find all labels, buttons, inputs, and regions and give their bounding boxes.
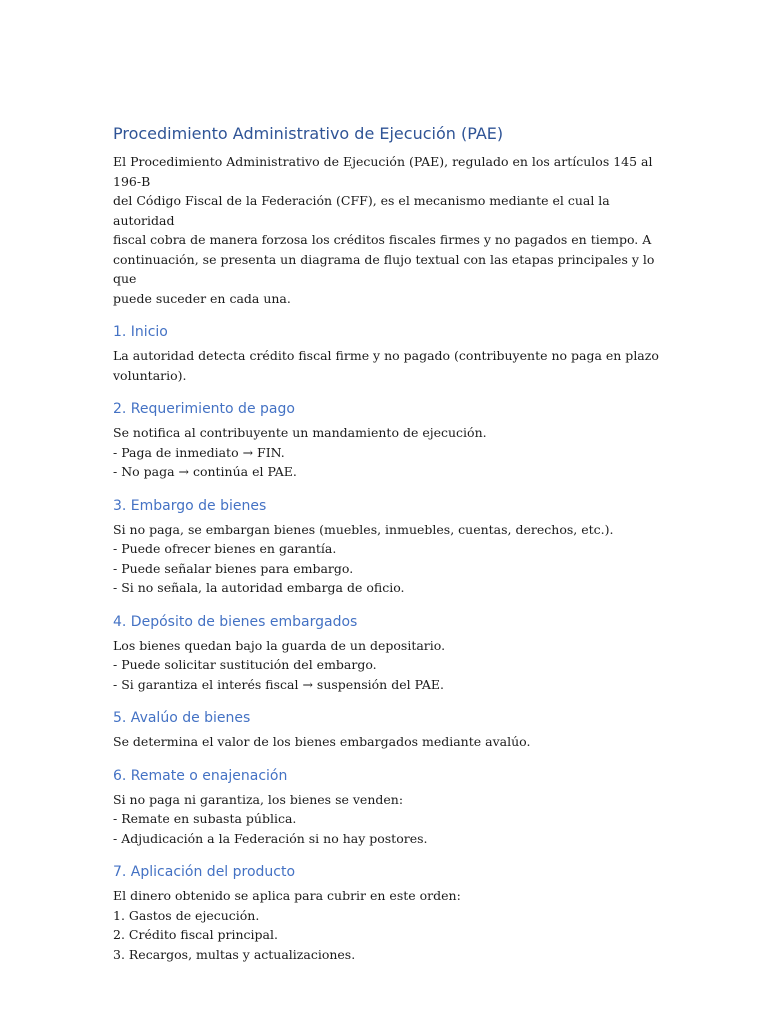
- section-line: Se determina el valor de los bienes embargados mediante avalúo.: [113, 734, 531, 749]
- section-embargo: [113, 496, 673, 598]
- intro-line: del Código Fiscal de la Federación (CFF), es el mecanismo mediante el cual la autoridad: [113, 193, 610, 228]
- section-heading: 6. Remate o enajenación: [113, 767, 288, 784]
- section-line: - Puede ofrecer bienes en garantía.: [113, 541, 337, 556]
- section-body: [113, 520, 673, 598]
- section-line: - Puede señalar bienes para embargo.: [113, 560, 354, 576]
- section-line: - Paga de inmediato → FIN.: [113, 444, 285, 460]
- section-aplicacion: [113, 862, 673, 964]
- section-line: 1. Gastos de ejecución.: [113, 907, 260, 923]
- section-body: [113, 886, 673, 964]
- section-line: Si no paga, se embargan bienes (muebles, inmuebles, cuentas, derechos, etc.).: [113, 521, 614, 537]
- section-deposito: [113, 612, 673, 695]
- section-remate: [113, 766, 673, 849]
- section-line: - Adjudicación a la Federación si no hay postores.: [113, 830, 428, 846]
- section-body: [113, 423, 673, 482]
- section-line: Si no paga ni garantiza, los bienes se venden:: [113, 791, 404, 807]
- section-line: El dinero obtenido se aplica para cubrir en este orden:: [113, 888, 461, 903]
- section-line: 3. Recargos, multas y actualizaciones.: [113, 946, 356, 962]
- section-heading: 5. Avalúo de bienes: [113, 710, 251, 726]
- section-avaluo: [113, 708, 673, 752]
- intro-line: puede suceder en cada una.: [113, 290, 291, 306]
- document-title: Procedimiento Administrativo de Ejecución (PAE): [113, 124, 504, 143]
- section-line: voluntario).: [113, 367, 187, 383]
- intro-line: continuación, se presenta un diagrama de flujo textual con las etapas principales y lo que: [113, 251, 655, 286]
- section-heading: 1. Inicio: [113, 324, 168, 340]
- intro-line: El Procedimiento Administrativo de Ejecución (PAE), regulado en los artículos 145 al 196-B: [113, 154, 653, 189]
- section-body: [113, 732, 673, 752]
- section-heading: 2. Requerimiento de pago: [113, 401, 295, 417]
- section-body: [113, 346, 673, 385]
- section-heading: 7. Aplicación del producto: [113, 864, 296, 880]
- section-line: - No paga → continúa el PAE.: [113, 464, 297, 479]
- section-line: Los bienes quedan bajo la guarda de un depositario.: [113, 637, 446, 653]
- section-inicio: [113, 322, 673, 385]
- section-line: - Remate en subasta pública.: [113, 811, 297, 826]
- section-line: - Si garantiza el interés fiscal → suspensión del PAE.: [113, 676, 444, 692]
- section-body: [113, 636, 673, 695]
- section-line: La autoridad detecta crédito fiscal firme y no pagado (contribuyente no paga en plazo: [113, 348, 659, 363]
- intro-paragraph: [113, 152, 673, 308]
- section-requerimiento: [113, 399, 673, 482]
- intro-line: fiscal cobra de manera forzosa los créditos fiscales firmes y no pagados en tiempo. A: [113, 232, 652, 247]
- section-body: [113, 790, 673, 849]
- section-line: 2. Crédito fiscal principal.: [113, 927, 278, 942]
- section-heading: 4. Depósito de bienes embargados: [113, 613, 358, 630]
- document-page: [113, 123, 673, 964]
- section-line: - Si no señala, la autoridad embarga de oficio.: [113, 580, 405, 595]
- section-line: Se notifica al contribuyente un mandamiento de ejecución.: [113, 425, 487, 440]
- section-line: - Puede solicitar sustitución del embargo.: [113, 657, 377, 672]
- section-heading: 3. Embargo de bienes: [113, 497, 267, 514]
